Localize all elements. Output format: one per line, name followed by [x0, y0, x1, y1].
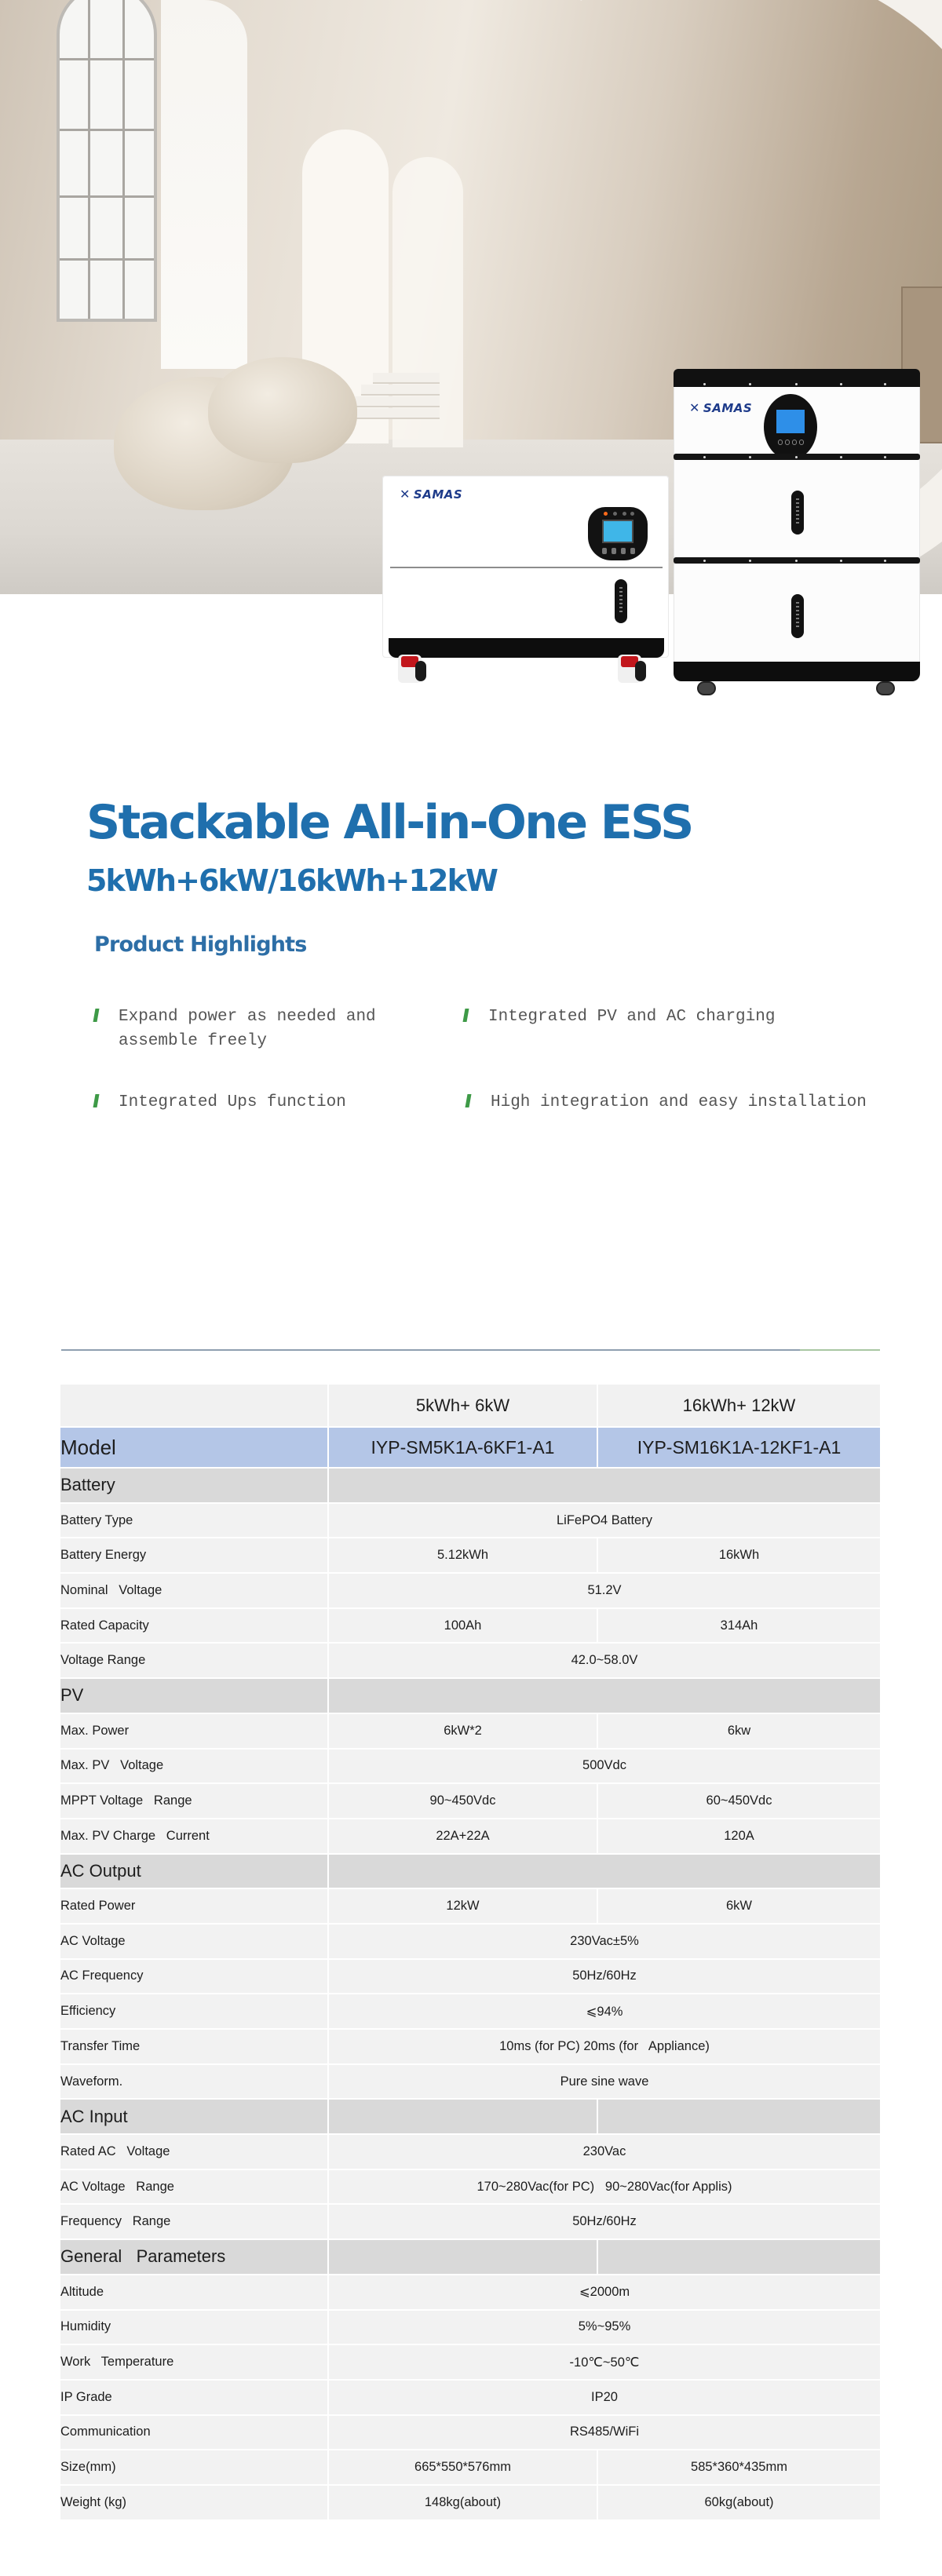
row-label: Model: [60, 1427, 328, 1468]
unit-top-cap: [674, 369, 920, 387]
highlight-item: High integration and easy installation: [466, 1090, 899, 1115]
table-row: [60, 1643, 880, 1678]
table-row: [60, 2344, 880, 2380]
table-row: [60, 2380, 880, 2415]
brand-logo: ✕ SAMAS: [689, 400, 753, 415]
header-cell: [60, 1384, 328, 1427]
row-label: Humidity: [60, 2310, 328, 2345]
table-row: [60, 1819, 880, 1854]
row-label: Communication: [60, 2415, 328, 2450]
row-label: Work Temperature: [60, 2344, 328, 2380]
row-label: Battery Type: [60, 1503, 328, 1538]
wheel-icon: [618, 655, 641, 683]
value-cell: 60~450Vdc: [597, 1783, 880, 1819]
stair-step: [349, 396, 440, 407]
section-label: PV: [60, 1678, 328, 1713]
table-row: [60, 1783, 880, 1819]
table-row: [60, 1608, 880, 1644]
value-cell: 170~280Vac(for PC) 90~280Vac(for Applis): [328, 2169, 880, 2205]
value-cell: 90~450Vdc: [328, 1783, 597, 1819]
row-label: MPPT Voltage Range: [60, 1783, 328, 1819]
green-bar-bullet-icon: [93, 1009, 100, 1022]
unit-base: [674, 662, 920, 681]
row-label: Rated AC Voltage: [60, 2134, 328, 2169]
samas-logo-icon: ✕: [400, 487, 411, 502]
product-unit-16kwh: [674, 369, 920, 681]
table-row: [60, 1713, 880, 1749]
row-label: Voltage Range: [60, 1643, 328, 1678]
table-row: [60, 2029, 880, 2064]
table-row: [60, 1888, 880, 1924]
value-cell: 10ms (for PC) 20ms (for Appliance): [328, 2029, 880, 2064]
lcd-screen: [776, 410, 805, 433]
table-row: [60, 2485, 880, 2520]
lcd-screen: [602, 520, 633, 543]
header-cell: 5kWh+ 6kW: [328, 1384, 597, 1427]
value-cell: 665*550*576mm: [328, 2450, 597, 2485]
green-bar-bullet-icon: [466, 1094, 472, 1107]
row-label: Transfer Time: [60, 2029, 328, 2064]
section-label: General Parameters: [60, 2239, 328, 2275]
row-label: Efficiency: [60, 1994, 328, 2029]
row-label: Nominal Voltage: [60, 1573, 328, 1608]
table-row: [60, 2415, 880, 2450]
table-row: [60, 2204, 880, 2239]
value-cell: IP20: [328, 2380, 880, 2415]
caster-wheel-icon: [876, 681, 895, 695]
value-cell: LiFePO4 Battery: [328, 1503, 880, 1538]
empty-cell: [328, 1678, 880, 1713]
table-row: [60, 1924, 880, 1959]
light-beam: [161, 0, 247, 369]
highlight-item: Integrated Ups function: [94, 1090, 378, 1115]
row-label: AC Frequency: [60, 1959, 328, 1994]
row-label: Max. Power: [60, 1713, 328, 1749]
arched-window: [57, 0, 157, 322]
section-row: [60, 1468, 880, 1503]
section-label: AC Output: [60, 1854, 328, 1889]
empty-cell: [328, 2239, 597, 2275]
empty-cell: [597, 2099, 880, 2134]
battery-indicator: [615, 579, 627, 623]
value-cell: 5.12kWh: [328, 1538, 597, 1573]
value-cell: 120A: [597, 1819, 880, 1854]
highlight-item: Expand power as needed and assemble freely: [94, 1005, 378, 1053]
highlight-item: Integrated PV and AC charging: [464, 1005, 881, 1029]
table-row: [60, 2450, 880, 2485]
row-label: IP Grade: [60, 2380, 328, 2415]
table-row: [60, 2064, 880, 2100]
header-cell: 16kWh+ 12kW: [597, 1384, 880, 1427]
table-row: [60, 1538, 880, 1573]
section-row: [60, 1678, 880, 1713]
value-cell: 6kW*2: [328, 1713, 597, 1749]
value-cell: Pure sine wave: [328, 2064, 880, 2100]
table-row: [60, 1573, 880, 1608]
stair-step: [361, 385, 440, 396]
table-row: [60, 2275, 880, 2310]
value-cell: 50Hz/60Hz: [328, 1959, 880, 1994]
value-cell: 22A+22A: [328, 1819, 597, 1854]
wheel-icon: [398, 655, 422, 683]
value-cell: 42.0~58.0V: [328, 1643, 880, 1678]
value-cell: 100Ah: [328, 1608, 597, 1644]
row-label: Frequency Range: [60, 2204, 328, 2239]
samas-logo-icon: ✕: [689, 400, 700, 415]
table-row: [60, 1959, 880, 1994]
value-cell: 5%~95%: [328, 2310, 880, 2345]
value-cell: 230Vac±5%: [328, 1924, 880, 1959]
value-cell: 12kW: [328, 1888, 597, 1924]
table-row: [60, 2134, 880, 2169]
section-row: [60, 2239, 880, 2275]
model-value: IYP-SM16K1A-12KF1-A1: [597, 1427, 880, 1468]
value-cell: 585*360*435mm: [597, 2450, 880, 2485]
section-label: Battery: [60, 1468, 328, 1503]
table-row: [60, 1749, 880, 1784]
row-label: Max. PV Charge Current: [60, 1819, 328, 1854]
table-header-row: [60, 1384, 880, 1427]
row-label: AC Voltage: [60, 1924, 328, 1959]
value-cell: 500Vdc: [328, 1749, 880, 1784]
value-cell: ⩽2000m: [328, 2275, 880, 2310]
value-cell: 314Ah: [597, 1608, 880, 1644]
row-label: Max. PV Voltage: [60, 1749, 328, 1784]
table-row: [60, 1994, 880, 2029]
row-label: Battery Energy: [60, 1538, 328, 1573]
empty-cell: [597, 2239, 880, 2275]
page-title: Stackable All-in-One ESS: [86, 795, 692, 850]
control-panel: [764, 394, 817, 460]
value-cell: 6kw: [597, 1713, 880, 1749]
section-row: [60, 2099, 880, 2134]
spec-table: [60, 1383, 880, 2521]
green-bar-bullet-icon: [93, 1094, 100, 1107]
value-cell: RS485/WiFi: [328, 2415, 880, 2450]
row-label: Weight (kg): [60, 2485, 328, 2520]
value-cell: ⩽94%: [328, 1994, 880, 2029]
value-cell: 230Vac: [328, 2134, 880, 2169]
row-label: Waveform.: [60, 2064, 328, 2100]
caster-wheel-icon: [697, 681, 716, 695]
table-row: [60, 2169, 880, 2205]
empty-cell: [328, 2099, 597, 2134]
stair-step: [373, 373, 440, 384]
empty-cell: [328, 1468, 880, 1503]
row-label: Altitude: [60, 2275, 328, 2310]
model-row: [60, 1427, 880, 1468]
highlights-heading: Product Highlights: [94, 932, 307, 957]
empty-cell: [328, 1854, 880, 1889]
value-cell: 6kW: [597, 1888, 880, 1924]
section-label: AC Input: [60, 2099, 328, 2134]
model-value: IYP-SM5K1A-6KF1-A1: [328, 1427, 597, 1468]
page-subtitle: 5kWh+6kW/16kWh+12kW: [86, 863, 497, 898]
table-row: [60, 1503, 880, 1538]
brand-logo: ✕ SAMAS: [400, 487, 463, 502]
battery-indicator: [791, 594, 804, 638]
row-label: Rated Capacity: [60, 1608, 328, 1644]
value-cell: 51.2V: [328, 1573, 880, 1608]
control-panel: [588, 507, 648, 560]
green-bar-bullet-icon: [463, 1009, 469, 1022]
product-unit-5kwh: [382, 476, 669, 658]
row-label: AC Voltage Range: [60, 2169, 328, 2205]
value-cell: -10℃~50℃: [328, 2344, 880, 2380]
section-row: [60, 1854, 880, 1889]
battery-indicator: [791, 491, 804, 535]
row-label: Rated Power: [60, 1888, 328, 1924]
value-cell: 60kg(about): [597, 2485, 880, 2520]
lounge-chair: [208, 357, 357, 463]
value-cell: 16kWh: [597, 1538, 880, 1573]
value-cell: 50Hz/60Hz: [328, 2204, 880, 2239]
value-cell: 148kg(about): [328, 2485, 597, 2520]
row-label: Size(mm): [60, 2450, 328, 2485]
table-row: [60, 2310, 880, 2345]
